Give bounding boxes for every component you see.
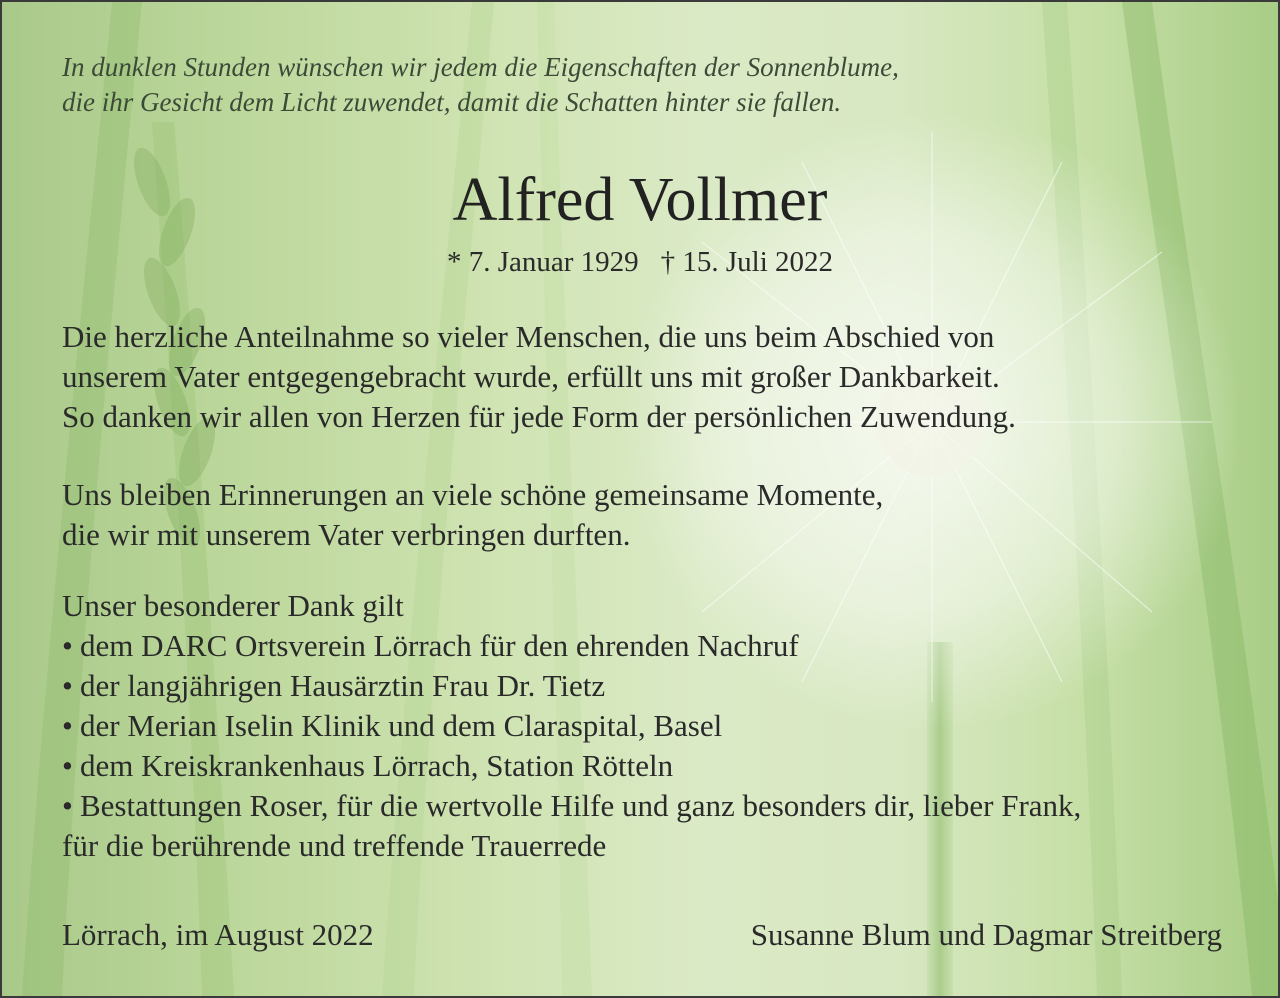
place-and-date: Lörrach, im August 2022 xyxy=(62,917,374,952)
paragraph-line: Die herzliche Anteilnahme so vieler Menschen, die uns beim Abschied von xyxy=(62,319,995,354)
quote-line-1: In dunklen Stunden wünschen wir jedem die Eigenschaften der Sonnenblume, xyxy=(62,52,899,82)
signers: Susanne Blum und Dagmar Streitberg xyxy=(750,917,1222,952)
bullet-icon: • xyxy=(62,748,73,783)
list-item-text: der Merian Iselin Klinik und dem Claraspital, Basel xyxy=(80,708,723,743)
bullet-icon: • xyxy=(62,708,73,743)
list-item-text: der langjährigen Hausärztin Frau Dr. Tietz xyxy=(80,668,606,703)
deceased-name: Alfred Vollmer xyxy=(452,166,828,234)
list-item-continuation: für die berührende und treffende Trauerrede xyxy=(62,828,607,863)
list-item xyxy=(62,666,1081,706)
list-item xyxy=(62,626,1081,666)
bullet-icon: • xyxy=(62,788,73,823)
list-item xyxy=(62,786,1081,826)
special-thanks-intro: Unser besonderer Dank gilt xyxy=(62,588,404,623)
thanks-paragraph xyxy=(62,317,1016,437)
special-thanks-list xyxy=(62,586,1081,866)
quote-line-2: die ihr Gesicht dem Licht zuwendet, damit die Schatten hinter sie fallen. xyxy=(62,87,842,117)
list-item-text: dem DARC Ortsverein Lörrach für den ehrenden Nachruf xyxy=(80,628,799,663)
list-item xyxy=(62,746,1081,786)
life-dates xyxy=(2,244,1278,280)
bullet-icon: • xyxy=(62,668,73,703)
opening-quote xyxy=(62,50,899,120)
paragraph-line: unserem Vater entgegengebracht wurde, erfüllt uns mit großer Dankbarkeit. xyxy=(62,359,1000,394)
bullet-icon: • xyxy=(62,628,73,663)
list-item-text: dem Kreiskrankenhaus Lörrach, Station Rötteln xyxy=(80,748,674,783)
list-item xyxy=(62,706,1081,746)
memories-paragraph xyxy=(62,475,883,555)
list-item-text: Bestattungen Roser, für die wertvolle Hilfe und ganz besonders dir, lieber Frank, xyxy=(80,788,1082,823)
death-date: † 15. Juli 2022 xyxy=(660,246,834,278)
birth-date: * 7. Januar 1929 xyxy=(446,246,639,278)
paragraph-line: So danken wir allen von Herzen für jede Form der persönlichen Zuwendung. xyxy=(62,399,1016,434)
paragraph-line: die wir mit unserem Vater verbringen durften. xyxy=(62,517,631,552)
paragraph-line: Uns bleiben Erinnerungen an viele schöne gemeinsame Momente, xyxy=(62,477,884,512)
